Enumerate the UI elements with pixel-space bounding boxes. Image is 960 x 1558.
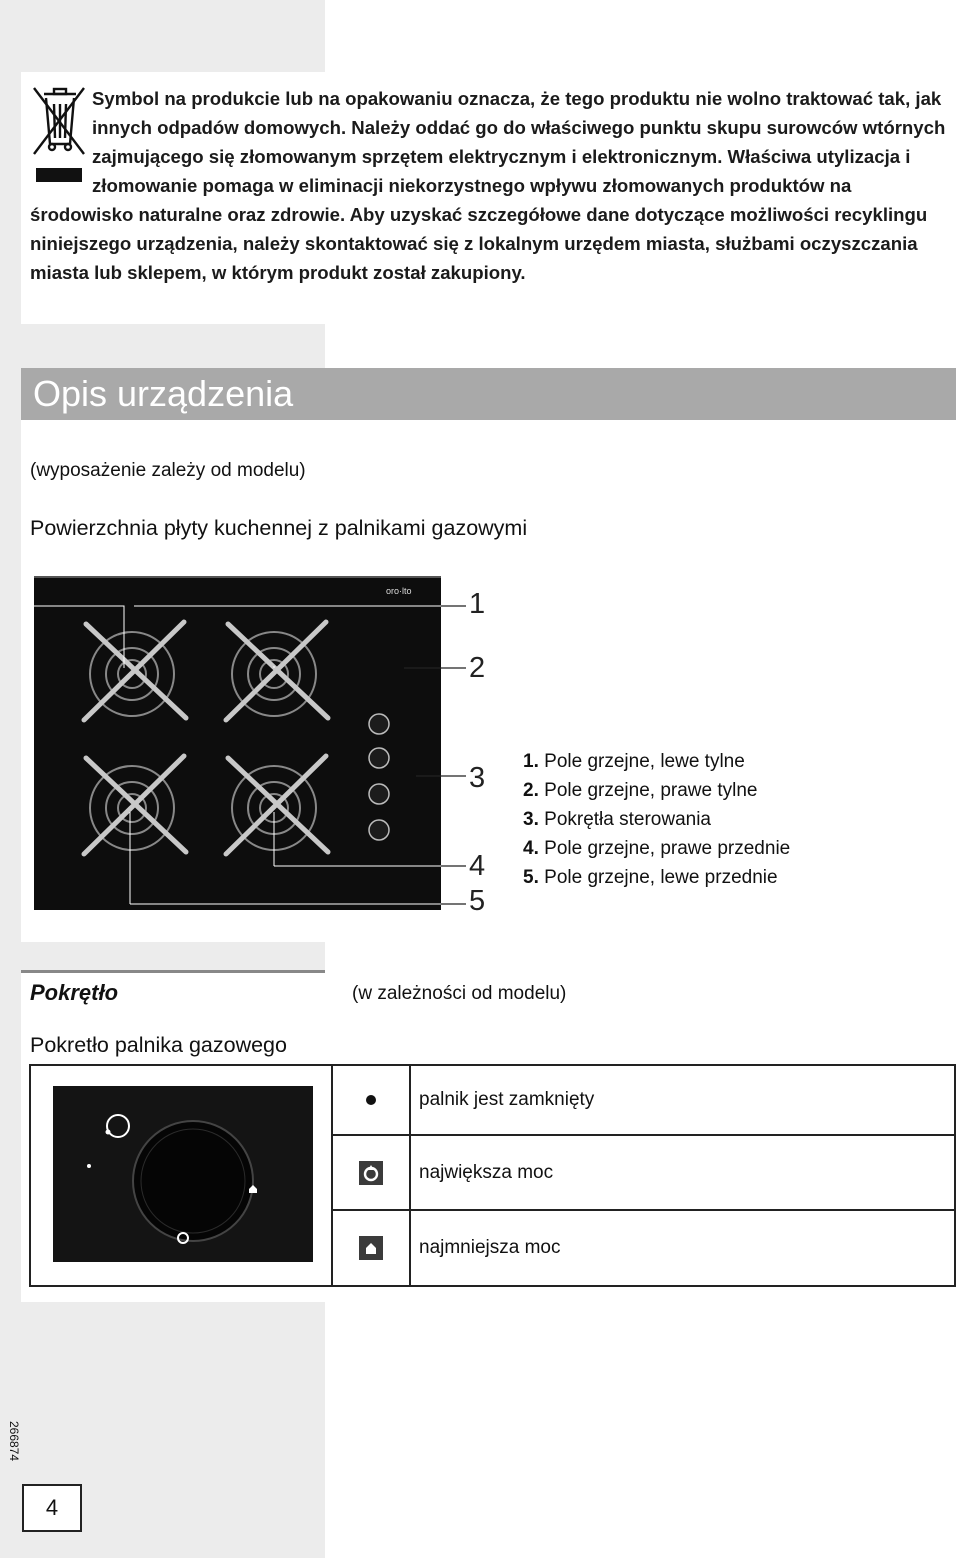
recycling-notice xyxy=(21,72,956,324)
cooktop-subtitle: Powierzchnia płyty kuchennej z palnikami gazowymi xyxy=(30,516,528,540)
small-flame-icon xyxy=(359,1236,383,1260)
large-flame-icon xyxy=(359,1161,383,1185)
callout-5: 5 xyxy=(469,885,486,917)
legend-item: 1. Pole grzejne, lewe tylne xyxy=(523,751,745,772)
callout-lines xyxy=(34,576,474,916)
knob-image-cell xyxy=(30,1065,332,1286)
knob-image xyxy=(53,1086,313,1262)
cooktop-legend xyxy=(523,747,790,892)
knob-title: Pokrętło xyxy=(30,980,119,1005)
callout-2: 2 xyxy=(469,652,486,684)
symbol-label: największa moc xyxy=(410,1135,955,1211)
symbol-cell xyxy=(332,1135,410,1211)
knob-subtitle: Pokretło palnika gazowego xyxy=(30,1033,287,1057)
equipment-note: (wyposażenie zależy od modelu) xyxy=(30,460,306,481)
recycling-notice-text: Symbol na produkcie lub na opakowaniu oznacza, że tego produktu nie wolno traktować tak, jak innych odpadów domowych. Należy oddać go do właściwego punktu skupu surowców wtórnych zajmującego się złomowanym sprzętem elektrycznym i elektronicznym. Właściwa utylizacja i złomowanie pomaga w eliminacji niekorzystnego wpływu złomowanych produktów na środowisko naturalne oraz zdrowie. Aby uzyskać szczegółowe dane dotyczące możliwości recyklingu niniejszego urządzenia, należy skontaktować się z lokalnym urzędem miasta, służbami oczyszczania miasta lub sklepem, w którym produkt został zakupiony. xyxy=(30,88,946,283)
dot-icon xyxy=(366,1095,376,1105)
callout-1: 1 xyxy=(469,588,486,620)
legend-item: 2. Pole grzejne, prawe tylne xyxy=(523,780,758,801)
section-heading: Opis urządzenia xyxy=(21,368,956,420)
legend-item: 4. Pole grzejne, prawe przednie xyxy=(523,838,791,859)
symbol-label: palnik jest zamknięty xyxy=(410,1065,955,1135)
knob-symbol-table xyxy=(29,1064,956,1287)
symbol-cell xyxy=(332,1210,410,1286)
callout-3: 3 xyxy=(469,762,486,794)
knob-title-rule xyxy=(21,970,325,973)
symbol-cell xyxy=(332,1065,410,1135)
page-number: 4 xyxy=(22,1484,82,1532)
document-code: 266874 xyxy=(7,1420,22,1462)
legend-item: 5. Pole grzejne, lewe przednie xyxy=(523,867,778,888)
brand-logo: oro·lto xyxy=(386,586,412,596)
legend-item: 3. Pokrętła sterowania xyxy=(523,809,712,830)
symbol-label: najmniejsza moc xyxy=(410,1210,955,1286)
callout-4: 4 xyxy=(469,850,486,882)
knob-note: (w zależności od modelu) xyxy=(352,983,567,1004)
weee-crossed-bin-icon xyxy=(30,84,92,200)
